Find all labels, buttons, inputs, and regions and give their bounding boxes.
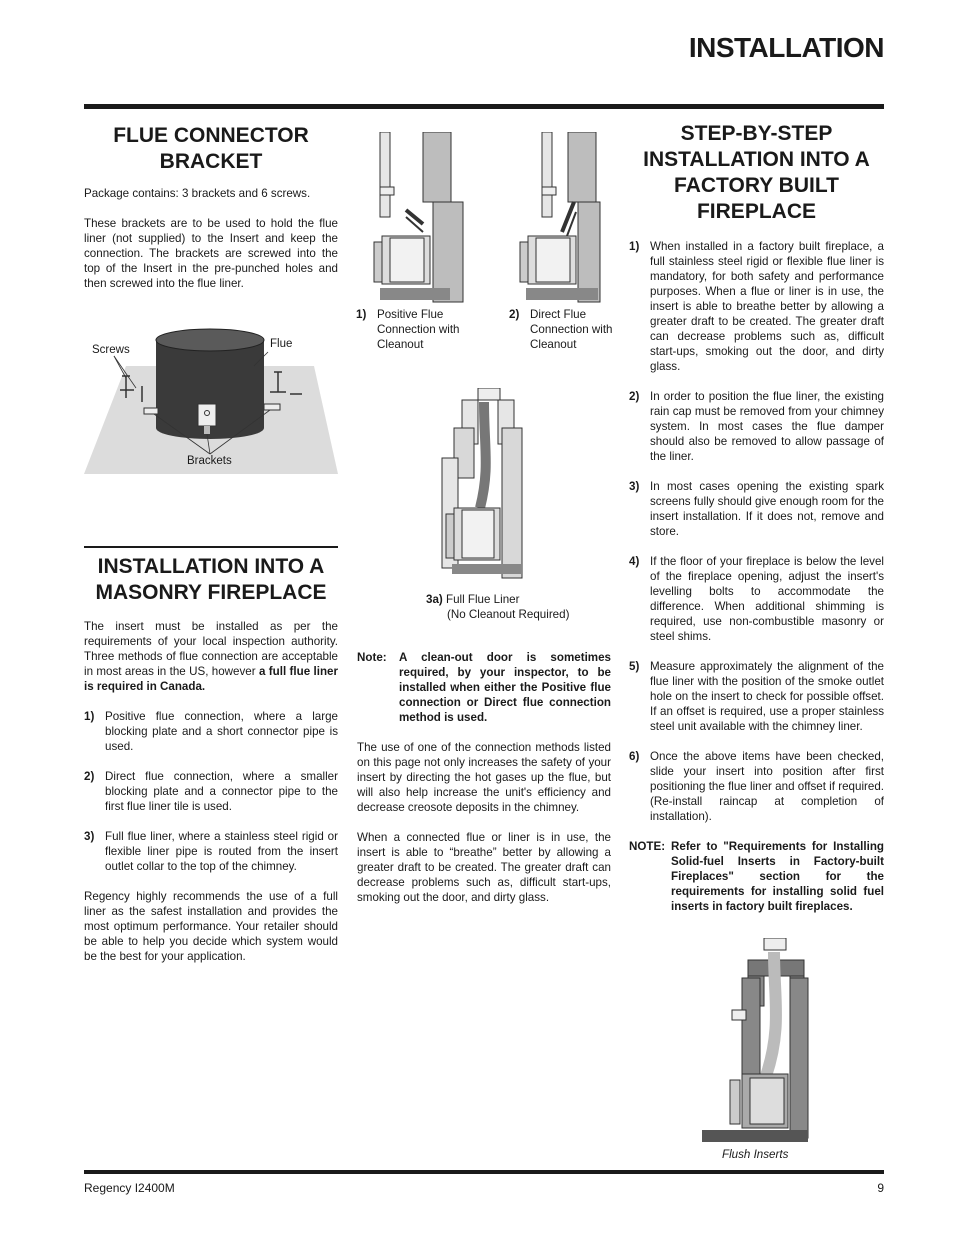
masonry-item-1: 1) Positive flue connection, where a large blocking plate and a short connector pipe is used. [84, 710, 338, 753]
flue-bracket-p2: These brackets are to be used to hold the flue liner (not supplied) to the Insert and keep the connection. The brackets are screwed into the top of the Insert in the pre-punched holes and then screwed into the flue liner. [84, 217, 338, 290]
fig-positive-flue [368, 132, 468, 304]
step-2: 2) In order to position the flue liner, the existing rain cap must be removed from your chimney system. In most cases the flue damper should also be removed to allow passage of the liner. [629, 390, 884, 463]
section-rule [84, 546, 338, 548]
fig-flush-inserts [702, 938, 812, 1144]
step-3: 3) In most cases opening the existing spark screens fully should give enough room for the insert installation. If it does not, remove and store. [629, 480, 884, 538]
fig-direct-flue [512, 132, 612, 304]
brackets-label: Brackets [187, 455, 232, 467]
masonry-heading: INSTALLATION INTO A MASONRY FIREPLACE [95, 555, 327, 604]
fig3a-caption: 3a) Full Flue Liner (No Cleanout Required) [426, 593, 570, 621]
step-4: 4) If the floor of your fireplace is below the level of the fireplace opening, adjust the insert's levelling bolts to accommodate the difference. When additional shimming is required, use non-combustible masonry or steel shims. [629, 555, 884, 643]
page-number: 9 [877, 1181, 884, 1195]
footer-rule [84, 1170, 884, 1174]
flue-label: Flue [270, 338, 293, 350]
masonry-section [84, 546, 338, 979]
middle-p1: The use of one of the connection methods listed on this page not only increases the safety of your insert by directing the hot gases up the flue, but will also help increase the unit's efficiency and decrease creosote deposits in the chimney. [357, 741, 611, 814]
fig1-caption: 1) Positive Flue Connection with Cleanout [356, 308, 460, 351]
screws-label: Screws [92, 344, 130, 356]
middle-p2: When a connected flue or liner is in use, the insert is able to “breathe” better by allowing a greater draft to be created. The greater draft can decrease problems such as, difficult start-ups, smoking out the door, and dirty glass. [357, 831, 611, 904]
fig2-caption: 2) Direct Flue Connection with Cleanout [509, 308, 613, 351]
fig-full-flue-liner [428, 388, 530, 584]
step-by-step-heading: STEP-BY-STEP INSTALLATION INTO A FACTORY BUILT FIREPLACE [643, 122, 870, 223]
masonry-item-2: 2) Direct flue connection, where a smaller blocking plate and a connector pipe to the first flue liner tile is used. [84, 770, 338, 813]
step-by-step-section [629, 121, 884, 929]
page-title: INSTALLATION [688, 32, 884, 63]
step-6: 6) Once the above items have been checked, slide your insert into position after first positioning the flue liner and offset if required. (Re-install raincap at completion of installation). [629, 750, 884, 823]
flush-inserts-caption: Flush Inserts [722, 1148, 789, 1161]
middle-note: Note: A clean-out door is sometimes required, by your inspector, to be installed when either the Positive flue connection or Direct flue connection method is used. [357, 651, 611, 724]
masonry-intro: The insert must be installed as per the requirements of your local inspection authority. Three methods of flue connection are acceptable in most areas in the US, however a full flue liner is required in Canada. [84, 620, 338, 693]
flue-bracket-heading: FLUE CONNECTOR BRACKET [113, 124, 309, 173]
header-rule [84, 104, 884, 109]
masonry-item-3: 3) Full flue liner, where a stainless steel rigid or flexible liner pipe is routed from the insert outlet collar to the top of the chimney. [84, 830, 338, 873]
footer-model: Regency I2400M [84, 1181, 175, 1195]
step-5: 5) Measure approximately the alignment of the flue liner with the position of the smoke outlet hole on the insert to check for possible offset. If an offset is required, use a proper stainless steel unit available with the chimney liner. [629, 660, 884, 733]
masonry-closing: Regency highly recommends the use of a full liner as the safest installation and provides the most optimum performance. Your retailer should be able to help you decide which system would be the best for your application. [84, 890, 338, 963]
flue-bracket-section [84, 123, 338, 306]
step-note: NOTE: Refer to "Requirements for Installing Solid-fuel Inserts in Factory-built Fireplaces" section for the requirements for installing solid fuel inserts in factory built fireplaces. [629, 840, 884, 913]
step-1: 1) When installed in a factory built fireplace, a full stainless steel rigid or flexible flue liner is mandatory, for both safety and performance purposes. When a flue or liner is in use, the insert is able to breathe better by allowing a greater draft to be created. The greater draft can decrease problems such as, difficult start-ups, smoking out the door, and dirty glass. [629, 240, 884, 373]
flue-bracket-p1: Package contains: 3 brackets and 6 screws. [84, 187, 311, 200]
middle-text [357, 650, 611, 920]
